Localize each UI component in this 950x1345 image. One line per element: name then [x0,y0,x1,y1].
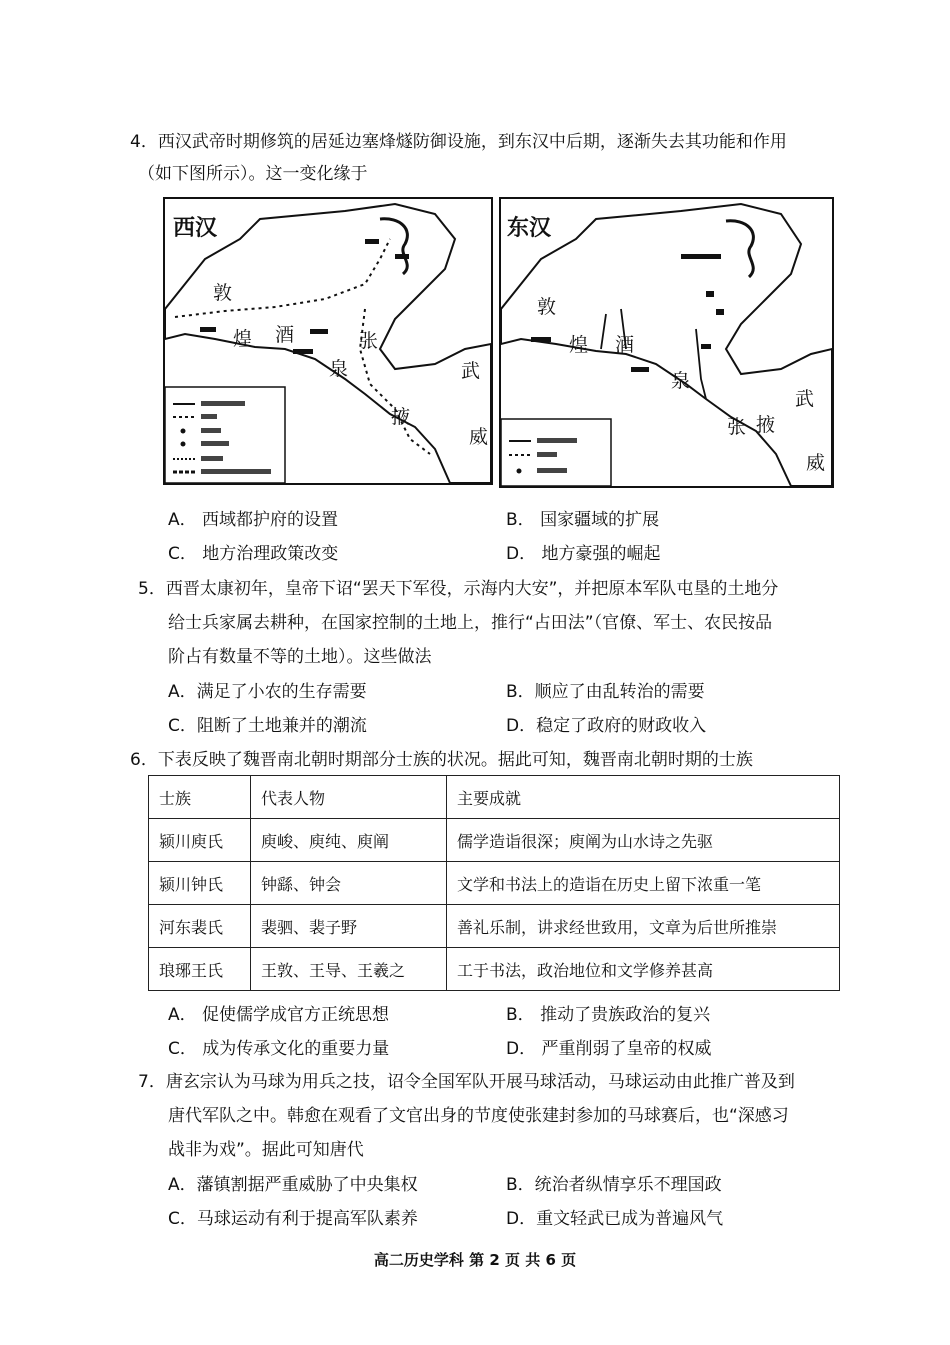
q5-stem-line3: 阶占有数量不等的土地）。这些做法 [168,647,432,667]
q5-option-c[interactable]: C．阻断了土地兼并的潮流 [168,716,367,736]
legend-text-scribble [201,456,223,461]
western-han-river [380,219,407,274]
table-header-cell: 代表人物 [251,776,447,819]
eastern-han-river [726,221,753,277]
town-marker [310,329,328,334]
label-dun: 敦 [213,282,233,304]
map-eastern-han-drawing [501,199,832,486]
q7-option-c[interactable]: C．马球运动有利于提高军队素养 [168,1209,418,1229]
label-huang: 煌 [569,334,589,356]
town-marker [395,254,409,259]
label-quan: 泉 [671,370,691,392]
legend-text-scribble [201,401,245,406]
table-cell: 颍川庾氏 [149,819,251,862]
table-header-cell: 士族 [149,776,251,819]
label-wu: 武 [461,360,481,382]
table-cell: 钟繇、钟会 [251,862,447,905]
q7-option-b[interactable]: B．统治者纵情享乐不理国政 [506,1175,722,1195]
table-cell: 儒学造诣很深；庾阐为山水诗之先驱 [447,819,840,862]
eastern-han-title: 东汉 [507,216,552,241]
q6-stem-line1: 6．下表反映了魏晋南北朝时期部分士族的状况。据此可知，魏晋南北朝时期的士族 [130,750,753,770]
legend-dot [181,442,186,447]
legend-dot [181,429,186,434]
legend-text-scribble [201,428,221,433]
q6-option-c[interactable]: C． 成为传承文化的重要力量 [168,1039,390,1059]
table-header-cell: 主要成就 [447,776,840,819]
western-han-title: 西汉 [173,216,218,241]
q4-option-d[interactable]: D． 地方豪强的崛起 [506,544,661,564]
label-jiu: 酒 [275,324,295,346]
map-eastern-han [499,197,834,488]
q5-stem-line1: 5．西晋太康初年，皇帝下诏“罢天下军役，示海内大安”，并把原本军队屯垦的土地分 [138,579,779,599]
q4-option-c[interactable]: C． 地方治理政策改变 [168,544,339,564]
label-quan: 泉 [329,358,349,380]
q4-stem-line2: （如下图所示）。这一变化缘于 [138,164,368,184]
q5-option-d[interactable]: D．稳定了政府的财政收入 [506,716,707,736]
legend-dot [517,469,522,474]
label-wu: 武 [795,388,815,410]
town-marker [365,239,379,244]
table-cell: 庾峻、庾纯、庾阐 [251,819,447,862]
q7-option-a[interactable]: A．藩镇割据严重威胁了中央集权 [168,1175,418,1195]
q4-option-b[interactable]: B． 国家疆域的扩展 [506,510,660,530]
table-row [149,948,840,991]
map-western-han-drawing [165,199,491,483]
table-cell: 王敦、王导、王羲之 [251,948,447,991]
q7-stem-line3: 战非为戏”。据此可知唐代 [168,1140,364,1160]
q5-option-a[interactable]: A．满足了小农的生存需要 [168,682,367,702]
town-marker [631,367,649,372]
table-cell: 文学和书法上的造诣在历史上留下浓重一笔 [447,862,840,905]
label-ye: 掖 [391,406,411,428]
town-marker [531,337,551,342]
label-ye: 掖 [756,414,776,436]
table-cell: 琅琊王氏 [149,948,251,991]
label-zhang: 张 [727,416,747,438]
q6-option-a[interactable]: A． 促使儒学成官方正统思想 [168,1005,390,1025]
table-cell: 工于书法，政治地位和文学修养甚高 [447,948,840,991]
label-wei: 威 [806,452,826,474]
table-row [149,905,840,948]
label-dun: 敦 [537,296,557,318]
town-marker [293,349,313,354]
table-cell: 善礼乐制，讲求经世致用，文章为后世所推崇 [447,905,840,948]
town-marker [716,309,724,315]
table-cell: 颍川钟氏 [149,862,251,905]
legend-text-scribble [537,468,567,473]
table-cell: 裴驷、裴子野 [251,905,447,948]
page-footer: 高二历史学科 第 2 页 共 6 页 [373,1251,577,1269]
label-wei: 威 [469,426,489,448]
western-han-defense-line [175,239,390,317]
town-marker [706,291,714,297]
q7-stem-line2: 唐代军队之中。韩愈在观看了文官出身的节度使张建封参加的马球赛后，也“深感习 [168,1106,789,1126]
table-row [149,819,840,862]
legend-text-scribble [201,441,229,446]
label-jiu: 酒 [615,334,635,356]
town-marker [200,327,216,332]
label-zhang: 张 [359,330,379,352]
town-marker [701,344,711,349]
label-huang: 煌 [233,328,253,350]
q6-option-b[interactable]: B． 推动了贵族政治的复兴 [506,1005,711,1025]
map-western-han [163,197,493,485]
legend-text-scribble [201,469,271,474]
q4-option-a[interactable]: A． 西域都护府的设置 [168,510,339,530]
table-header-row [149,776,840,819]
q5-stem-line2: 给士兵家属去耕种，在国家控制的土地上，推行“占田法”（官僚、军士、农民按品 [168,613,773,633]
table-cell: 河东裴氏 [149,905,251,948]
legend-text-scribble [201,414,217,419]
legend-text-scribble [537,438,577,443]
town-marker [681,254,721,259]
legend-text-scribble [537,452,557,457]
q6-option-d[interactable]: D． 严重削弱了皇帝的权威 [506,1039,712,1059]
q7-stem-line1: 7．唐玄宗认为马球为用兵之技，诏令全国军队开展马球活动，马球运动由此推广普及到 [138,1072,795,1092]
table-row [149,862,840,905]
scholar-families-table [148,775,840,991]
q7-option-d[interactable]: D．重文轻武已成为普遍风气 [506,1209,724,1229]
q4-stem-line1: 4．西汉武帝时期修筑的居延边塞烽燧防御设施，到东汉中后期，逐渐失去其功能和作用 [130,132,787,152]
q5-option-b[interactable]: B．顺应了由乱转治的需要 [506,682,705,702]
